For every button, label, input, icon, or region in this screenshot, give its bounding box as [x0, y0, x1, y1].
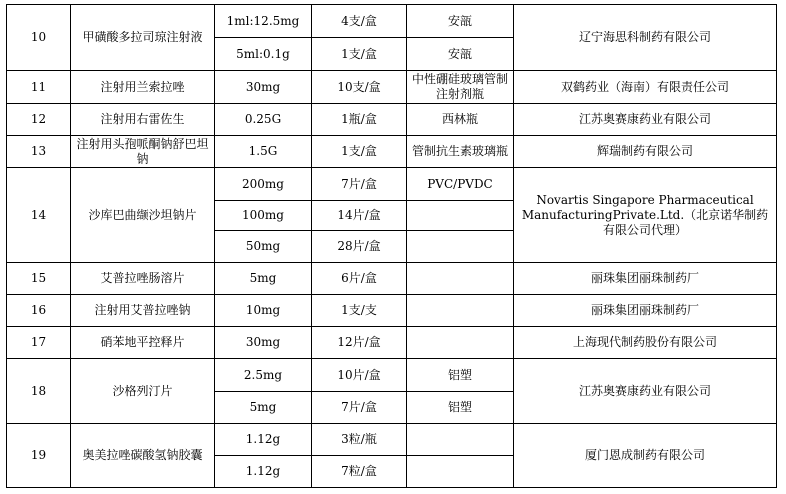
row-number-cell: 15 — [7, 263, 71, 295]
pack-cell: 1支/盒 — [312, 38, 407, 71]
pack-cell: 1支/支 — [312, 295, 407, 327]
manufacturer-cell: 上海现代制药股份有限公司 — [514, 327, 777, 359]
spec-cell: 1ml:12.5mg — [215, 5, 312, 38]
row-number-cell: 17 — [7, 327, 71, 359]
row-number-cell: 14 — [7, 168, 71, 263]
spec-cell: 1.12g — [215, 456, 312, 488]
spec-cell: 1.5G — [215, 136, 312, 168]
drug-name-cell: 沙格列汀片 — [71, 359, 215, 424]
material-cell: PVC/PVDC — [407, 168, 514, 201]
spec-cell: 2.5mg — [215, 359, 312, 392]
drug-name-cell: 注射用头孢哌酮钠舒巴坦钠 — [71, 136, 215, 168]
material-cell — [407, 327, 514, 359]
table-row — [7, 263, 777, 295]
manufacturer-cell: 丽珠集团丽珠制药厂 — [514, 295, 777, 327]
manufacturer-cell: Novartis Singapore Pharmaceutical ManufacturingPrivate.Ltd.（北京诺华制药有限公司代理） — [514, 168, 777, 263]
drug-name-cell: 艾普拉唑肠溶片 — [71, 263, 215, 295]
row-number-cell: 10 — [7, 5, 71, 71]
material-cell — [407, 231, 514, 263]
material-cell: 管制抗生素玻璃瓶 — [407, 136, 514, 168]
table-row — [7, 5, 777, 38]
manufacturer-cell: 厦门恩成制药有限公司 — [514, 424, 777, 488]
material-cell: 铝塑 — [407, 392, 514, 424]
material-cell: 西林瓶 — [407, 104, 514, 136]
manufacturer-cell: 双鹤药业（海南）有限责任公司 — [514, 71, 777, 104]
pack-cell: 10支/盒 — [312, 71, 407, 104]
pack-cell: 12片/盒 — [312, 327, 407, 359]
pack-cell: 1瓶/盒 — [312, 104, 407, 136]
material-cell — [407, 201, 514, 231]
material-cell: 铝塑 — [407, 359, 514, 392]
pack-cell: 10片/盒 — [312, 359, 407, 392]
table-row — [7, 359, 777, 392]
row-number-cell: 16 — [7, 295, 71, 327]
pack-cell: 14片/盒 — [312, 201, 407, 231]
material-cell: 安瓿 — [407, 38, 514, 71]
spec-cell: 50mg — [215, 231, 312, 263]
pack-cell: 3粒/瓶 — [312, 424, 407, 456]
table-row — [7, 295, 777, 327]
manufacturer-cell: 江苏奥赛康药业有限公司 — [514, 359, 777, 424]
spec-cell: 30mg — [215, 71, 312, 104]
manufacturer-cell: 辉瑞制药有限公司 — [514, 136, 777, 168]
pack-cell: 7片/盒 — [312, 168, 407, 201]
spec-cell: 100mg — [215, 201, 312, 231]
row-number-cell: 12 — [7, 104, 71, 136]
row-number-cell: 18 — [7, 359, 71, 424]
table-row — [7, 424, 777, 456]
drug-name-cell: 奥美拉唑碳酸氢钠胶囊 — [71, 424, 215, 488]
pack-cell: 28片/盒 — [312, 231, 407, 263]
material-cell: 安瓿 — [407, 5, 514, 38]
spec-cell: 10mg — [215, 295, 312, 327]
spec-cell: 1.12g — [215, 424, 312, 456]
manufacturer-cell: 辽宁海思科制药有限公司 — [514, 5, 777, 71]
table-row — [7, 104, 777, 136]
material-cell: 中性硼硅玻璃管制注射剂瓶 — [407, 71, 514, 104]
pack-cell: 7片/盒 — [312, 392, 407, 424]
drug-name-cell: 硝苯地平控释片 — [71, 327, 215, 359]
drug-name-cell: 注射用右雷佐生 — [71, 104, 215, 136]
drug-table — [6, 4, 777, 488]
manufacturer-cell: 丽珠集团丽珠制药厂 — [514, 263, 777, 295]
drug-name-cell: 沙库巴曲缬沙坦钠片 — [71, 168, 215, 263]
pack-cell: 4支/盒 — [312, 5, 407, 38]
pack-cell: 6片/盒 — [312, 263, 407, 295]
material-cell — [407, 263, 514, 295]
spec-cell: 5mg — [215, 392, 312, 424]
material-cell — [407, 424, 514, 456]
table-row — [7, 136, 777, 168]
spec-cell: 30mg — [215, 327, 312, 359]
manufacturer-cell: 江苏奥赛康药业有限公司 — [514, 104, 777, 136]
material-cell — [407, 456, 514, 488]
table-row — [7, 327, 777, 359]
spec-cell: 0.25G — [215, 104, 312, 136]
drug-name-cell: 注射用兰索拉唑 — [71, 71, 215, 104]
row-number-cell: 13 — [7, 136, 71, 168]
material-cell — [407, 295, 514, 327]
table-row — [7, 71, 777, 104]
table-row — [7, 168, 777, 201]
pack-cell: 1支/盒 — [312, 136, 407, 168]
row-number-cell: 11 — [7, 71, 71, 104]
spec-cell: 5mg — [215, 263, 312, 295]
spec-cell: 200mg — [215, 168, 312, 201]
drug-name-cell: 注射用艾普拉唑钠 — [71, 295, 215, 327]
pack-cell: 7粒/盒 — [312, 456, 407, 488]
row-number-cell: 19 — [7, 424, 71, 488]
drug-name-cell: 甲磺酸多拉司琼注射液 — [71, 5, 215, 71]
spec-cell: 5ml:0.1g — [215, 38, 312, 71]
